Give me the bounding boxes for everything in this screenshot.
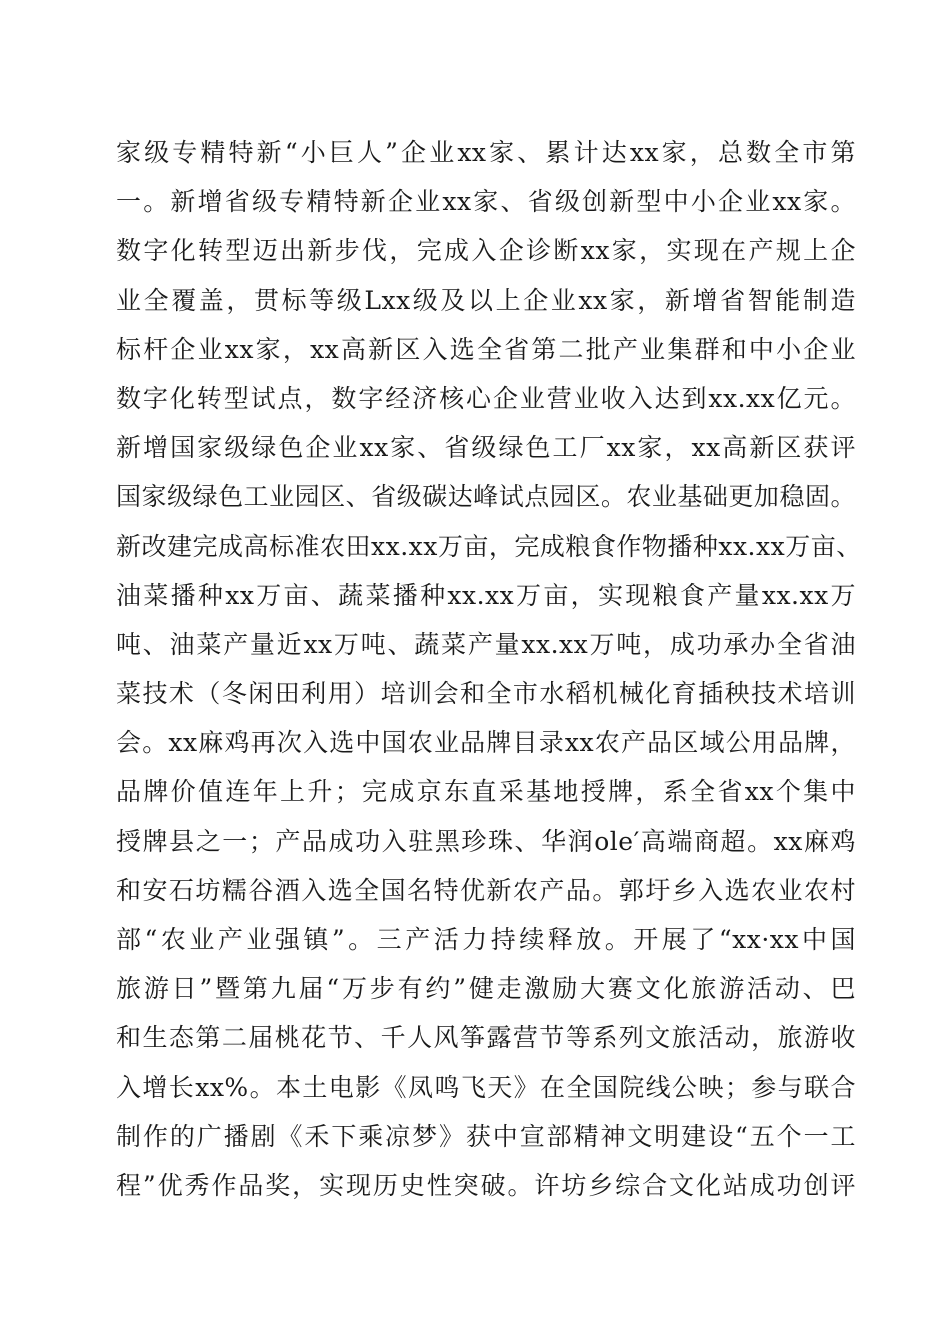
text-line: 程”优秀作品奖，实现历史性突破。许坊乡综合文化站成功创评 <box>116 1170 856 1200</box>
text-line: 新改建完成高标准农田xx.xx万亩，完成粮食作物播种xx.xx万亩、 <box>116 531 862 561</box>
text-line: 新增国家级绿色企业xx家、省级绿色工厂xx家，xx高新区获评 <box>116 433 856 463</box>
text-line: 和生态第二届桃花节、千人风筝露营节等系列文旅活动，旅游收 <box>116 1023 856 1053</box>
text-line: 和安石坊糯谷酒入选全国名特优新农产品。郭圩乡入选农业农村 <box>116 875 856 905</box>
text-line: 标杆企业xx家，xx高新区入选全省第二批产业集群和中小企业 <box>116 334 856 364</box>
text-line: 菜技术（冬闲田利用）培训会和全市水稻机械化育插秧技术培训 <box>116 679 856 709</box>
text-line: 部“农业产业强镇”。三产活力持续释放。开展了“xx·xx中国 <box>116 925 856 954</box>
text-line: 一。新增省级专精特新企业xx家、省级创新型中小企业xx家。 <box>116 187 856 217</box>
text-line: 旅游日”暨第九届“万步有约”健走激励大赛文化旅游活动、巴 <box>116 974 856 1004</box>
text-line: 吨、油菜产量近xx万吨、蔬菜产量xx.xx万吨，成功承办全省油 <box>116 629 856 659</box>
text-line: 数字化转型迈出新步伐，完成入企诊断xx家，实现在产规上企 <box>116 236 856 266</box>
text-line: 数字化转型试点，数字经济核心企业营业收入达到xx.xx亿元。 <box>116 383 856 413</box>
text-line: 品牌价值连年上升；完成京东直采基地授牌，系全省xx个集中 <box>116 777 856 807</box>
text-line: 家级专精特新“小巨人”企业xx家、累计达xx家，总数全市第 <box>116 138 856 167</box>
text-line: 会。xx麻鸡再次入选中国农业品牌目录xx农产品区域公用品牌， <box>116 728 856 758</box>
text-line: 入增长xx%。本土电影《凤鸣飞天》在全国院线公映；参与联合 <box>116 1072 856 1102</box>
text-line: 授牌县之一；产品成功入驻黑珍珠、华润ole′高端商超。xx麻鸡 <box>116 826 856 856</box>
text-line: 业全覆盖，贯标等级Lxx级及以上企业xx家，新增省智能制造 <box>116 285 856 315</box>
text-line: 制作的广播剧《禾下乘凉梦》获中宣部精神文明建设“五个一工 <box>116 1121 856 1151</box>
text-line: 油菜播种xx万亩、蔬菜播种xx.xx万亩，实现粮食产量xx.xx万 <box>116 580 856 610</box>
body-text <box>116 128 862 1210</box>
text-line: 国家级绿色工业园区、省级碳达峰试点园区。农业基础更加稳固。 <box>116 482 856 512</box>
